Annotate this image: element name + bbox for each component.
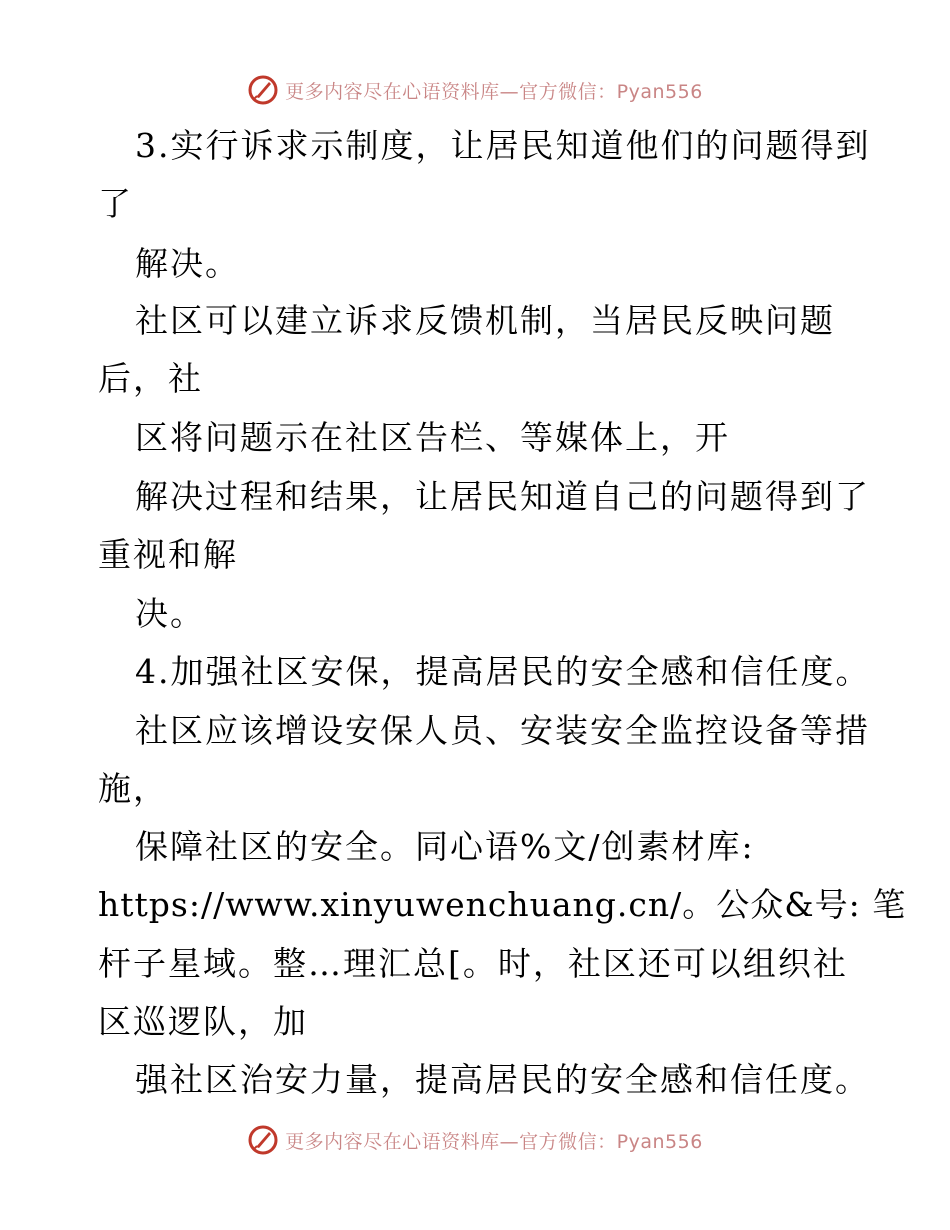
quill-logo-icon [247,1124,279,1156]
text-line: 4.加强社区安保，提高居民的安全感和信任度。 [135,652,871,691]
quill-logo-icon [247,74,279,106]
text-line: 保障社区的安全。同心语%文/创素材库: [135,827,755,866]
text-line: 了 [98,184,133,223]
text-line: 解决过程和结果，让居民知道自己的问题得到了 [135,477,870,516]
text-line: 重视和解 [98,535,238,574]
text-line: 后，社 [98,359,203,398]
watermark-text: 更多内容尽在心语资料库—官方微信：Pyan556 [285,80,703,103]
header-watermark [0,70,950,110]
watermark-text: 更多内容尽在心语资料库—官方微信：Pyan556 [285,1130,703,1153]
footer-watermark [0,1120,950,1160]
text-line: 施， [98,769,168,808]
text-line: 社区可以建立诉求反馈机制，当居民反映问题 [135,301,835,340]
text-line: 区将问题示在社区告栏、等媒体上，开 [135,418,730,457]
text-line: 决。 [135,594,205,633]
text-line: 3.实行诉求示制度，让居民知道他们的问题得到 [135,126,871,165]
text-line: 杆子星域。整…理汇总[。时，社区还可以组织社 [98,944,848,983]
text-line: 区巡逻队，加 [98,1002,308,1041]
text-line: 社区应该增设安保人员、安装安全监控设备等措 [135,711,870,750]
text-line: https://www.xinyuwenchuang.cn/。公众&号: 笔 [98,885,907,924]
text-line: 强社区治安力量，提高居民的安全感和信任度。 [135,1060,870,1099]
text-line: 解决。 [135,244,240,283]
